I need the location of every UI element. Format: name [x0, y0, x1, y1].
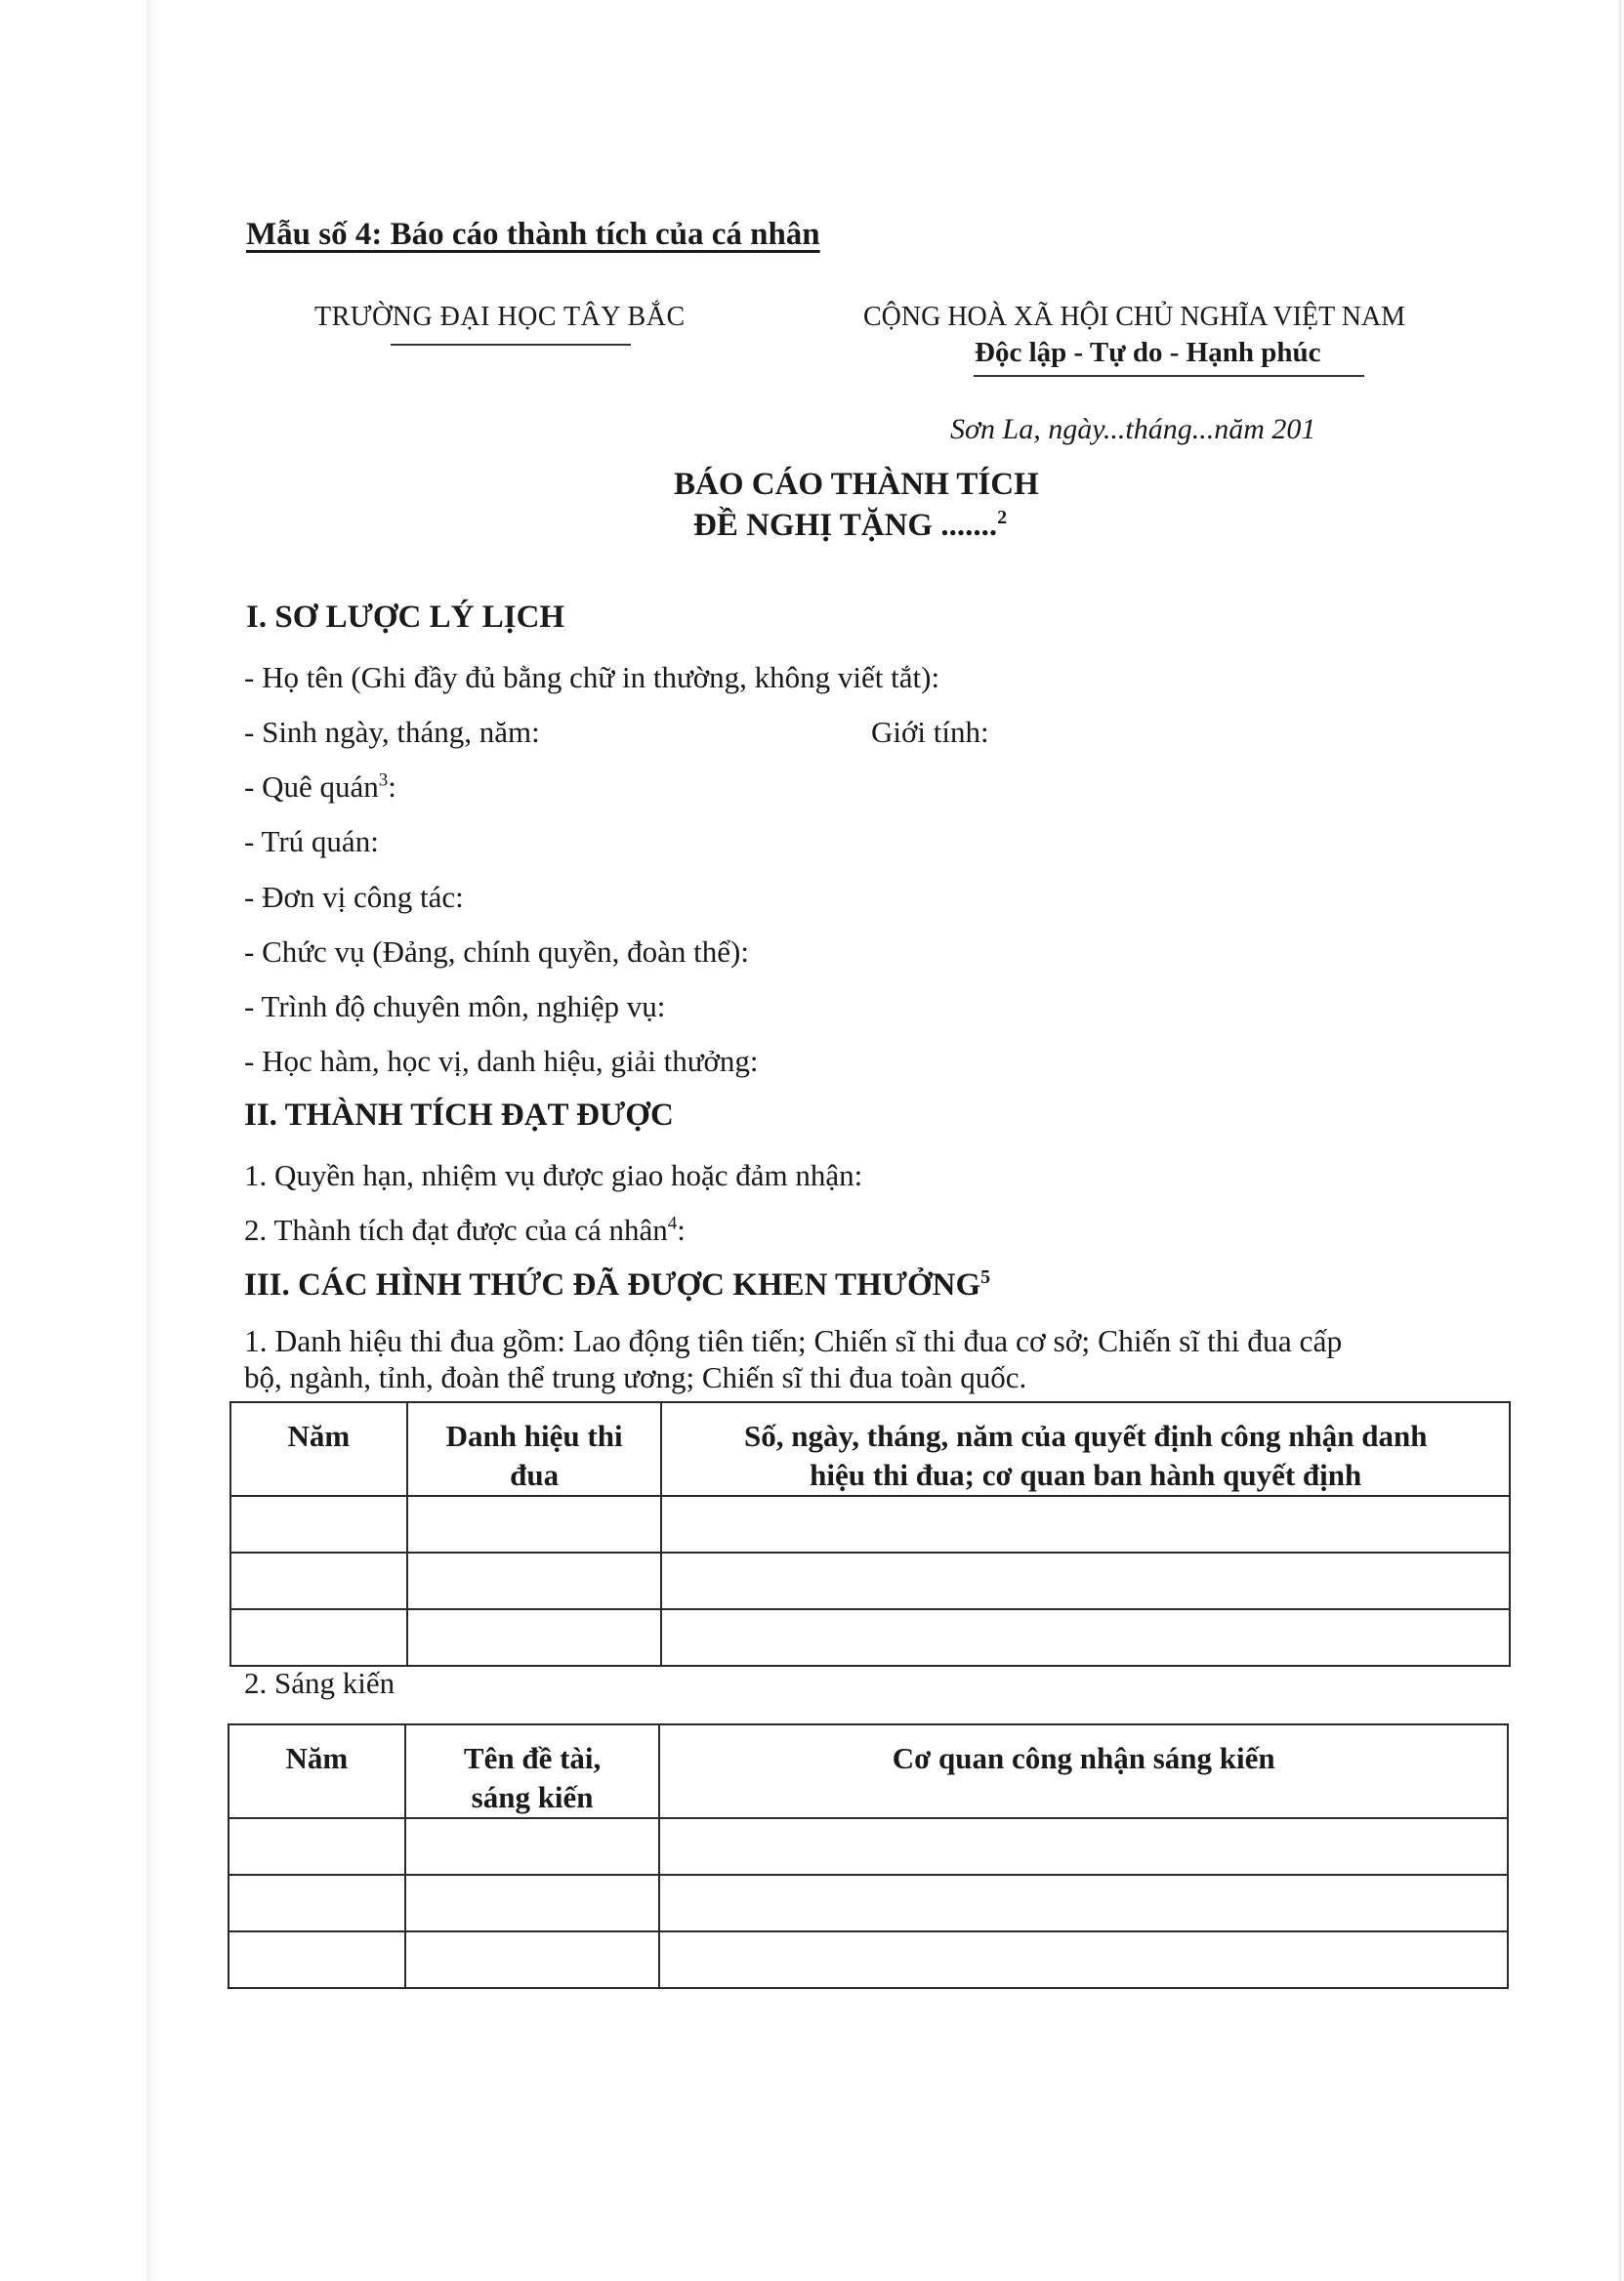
- col-recognizing-agency: Cơ quan công nhận sáng kiến: [659, 1724, 1508, 1818]
- footnote-marker: 2: [997, 507, 1008, 528]
- country-name: CỘNG HOÀ XÃ HỘI CHỦ NGHĨA VIỆT NAM: [863, 302, 1406, 332]
- field-degree: - Học hàm, học vị, danh hiệu, giải thưởng:: [244, 1044, 759, 1078]
- col-year: Năm: [229, 1724, 405, 1818]
- section1-heading: I. SƠ LƯỢC LÝ LỊCH: [246, 600, 565, 635]
- col-decision-info: Số, ngày, tháng, năm của quyết định công nhận danh hiệu thi đua; cơ quan ban hành quyết định: [661, 1402, 1510, 1496]
- footnote-marker: 5: [980, 1266, 991, 1288]
- table-header-row: [230, 1402, 1510, 1496]
- col-project-name: Tên đề tài, sáng kiến: [405, 1724, 660, 1818]
- table-row: [230, 1609, 1510, 1666]
- field-qualification: - Trình độ chuyên môn, nghiệp vụ:: [244, 989, 666, 1023]
- field-workplace: - Đơn vị công tác:: [244, 880, 464, 914]
- emulation-titles-table: [229, 1401, 1511, 1667]
- item-achievements: 2. Thành tích đạt được của cá nhân$^4$:: [244, 1213, 686, 1247]
- form-label: Mẫu số 4: Báo cáo thành tích của cá nhân: [246, 217, 820, 252]
- field-residence: - Trú quán:: [244, 824, 379, 858]
- scan-shadow: [146, 0, 160, 2281]
- report-subtitle: ĐỀ NGHỊ TẶNG .......$^2$: [693, 507, 1008, 543]
- field-gender: Giới tính:: [871, 715, 989, 749]
- field-full-name: - Họ tên (Ghi đầy đủ bằng chữ in thường, không viết tắt):: [244, 660, 940, 694]
- col-emulation-title: Danh hiệu thi đua: [407, 1402, 662, 1496]
- motto-underline: [974, 375, 1364, 377]
- date-line: Sơn La, ngày...tháng...năm 201: [950, 413, 1316, 445]
- organization-name: TRƯỜNG ĐẠI HỌC TÂY BẮC: [314, 302, 686, 332]
- field-birth-date: - Sinh ngày, tháng, năm:: [244, 715, 540, 749]
- footnote-marker: 3: [378, 769, 389, 791]
- col-year: Năm: [230, 1402, 407, 1496]
- emulation-titles-line2: bộ, ngành, tỉnh, đoàn thể trung ương; Chiến sĩ thi đua toàn quốc.: [244, 1360, 1027, 1394]
- section2-heading: II. THÀNH TÍCH ĐẠT ĐƯỢC: [244, 1098, 674, 1133]
- field-hometown: - Quê quán$^3$:: [244, 769, 396, 804]
- motto: Độc lập - Tự do - Hạnh phúc: [975, 337, 1321, 368]
- field-position: - Chức vụ (Đảng, chính quyền, đoàn thể):: [244, 934, 749, 969]
- section3-heading: III. CÁC HÌNH THỨC ĐÃ ĐƯỢC KHEN THƯỞNG$^5$: [244, 1266, 991, 1303]
- initiatives-table: [228, 1723, 1509, 1989]
- item-duties: 1. Quyền hạn, nhiệm vụ được giao hoặc đảm nhận:: [244, 1158, 863, 1192]
- initiatives-label: 2. Sáng kiến: [244, 1666, 396, 1700]
- scan-edge-line: [1619, 0, 1621, 2281]
- table-row: [229, 1818, 1508, 1875]
- table-row: [229, 1875, 1508, 1931]
- table-row: [230, 1553, 1510, 1609]
- table-row: [229, 1931, 1508, 1988]
- organization-underline: [391, 344, 631, 346]
- table-row: [230, 1496, 1510, 1553]
- table-header-row: [229, 1724, 1508, 1818]
- report-title: BÁO CÁO THÀNH TÍCH: [674, 467, 1039, 502]
- footnote-marker: 4: [667, 1213, 678, 1234]
- emulation-titles-line1: 1. Danh hiệu thi đua gồm: Lao động tiên tiến; Chiến sĩ thi đua cơ sở; Chiến sĩ thi đua cấp: [244, 1324, 1343, 1358]
